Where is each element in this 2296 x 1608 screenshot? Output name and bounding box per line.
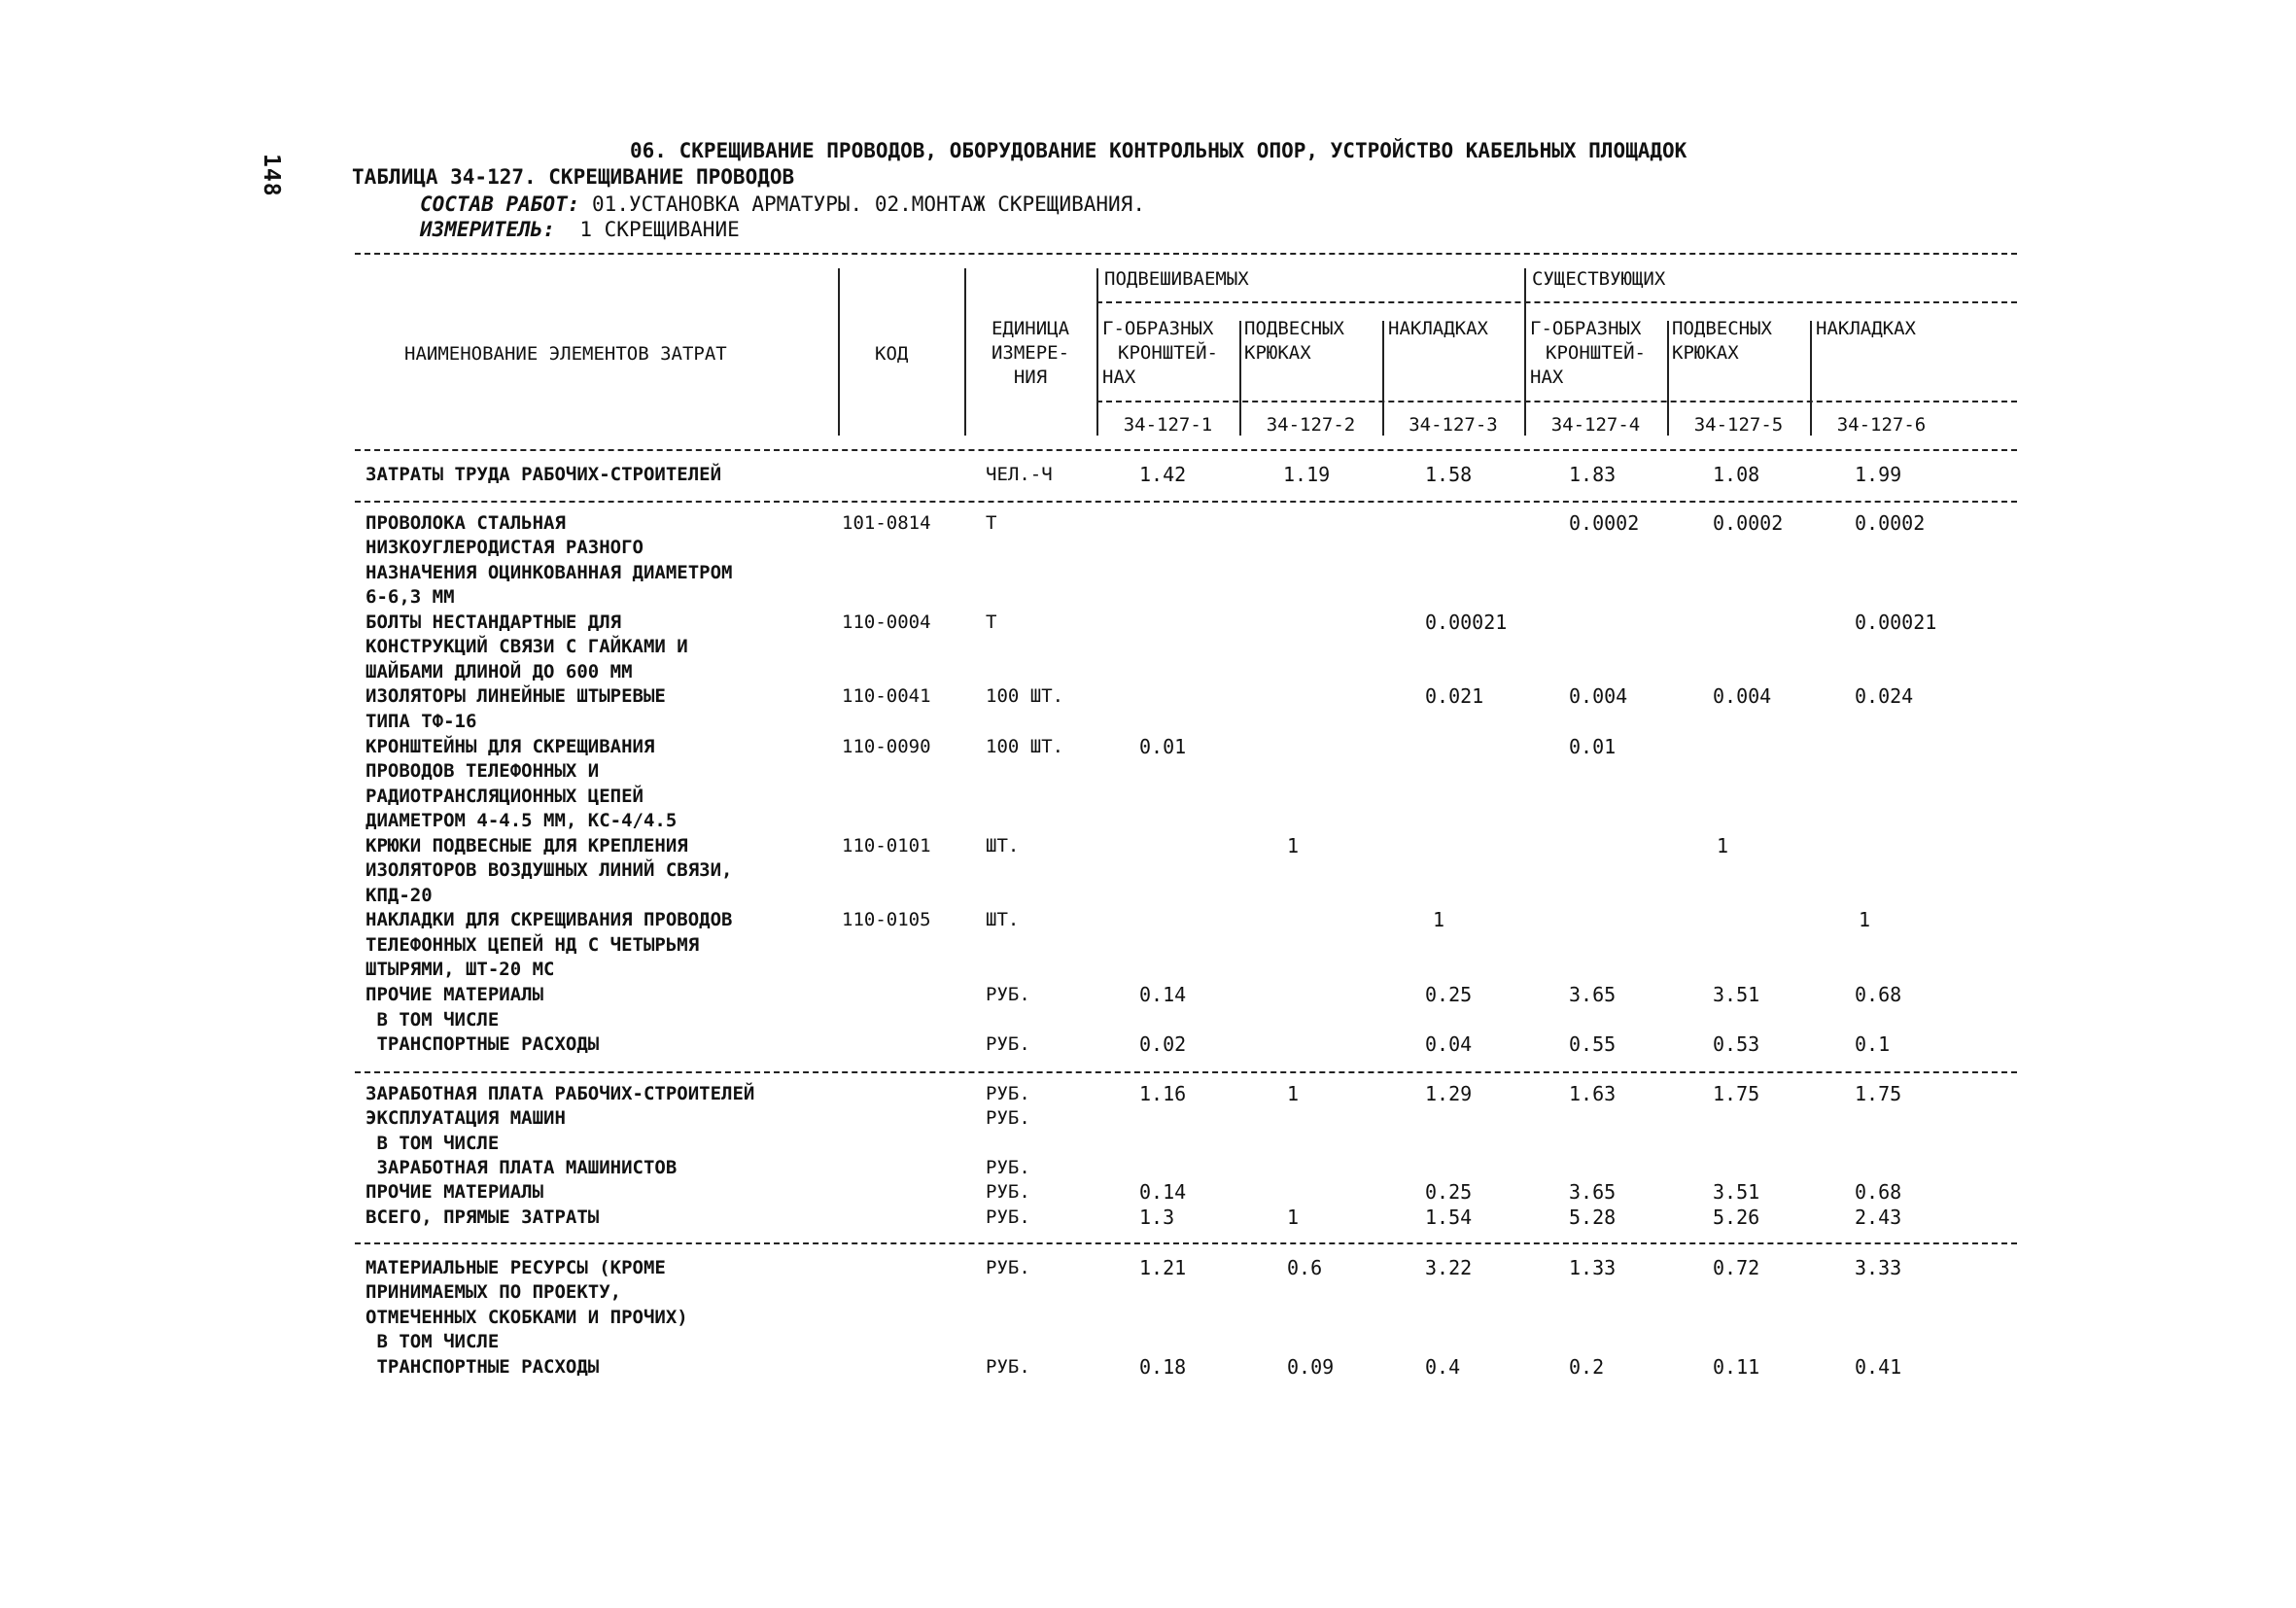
material-name: ТИПА ТФ-16: [365, 711, 477, 732]
resource-value: 0.11: [1713, 1355, 1760, 1379]
sep-col4: [1524, 268, 1526, 436]
labor-value-4: 1.83: [1569, 463, 1617, 486]
material-value: 0.02: [1139, 1032, 1187, 1056]
rule-group: [1096, 301, 2017, 303]
material-code: 110-0004: [842, 612, 931, 633]
header-code: КОД: [875, 343, 909, 365]
cost-value: 3.65: [1569, 1180, 1617, 1204]
sub-col2-1: ПОДВЕСНЫХ: [1244, 318, 1344, 339]
sub-col6-1: НАКЛАДКАХ: [1816, 318, 1916, 339]
material-value: 3.51: [1713, 983, 1760, 1006]
material-code: 110-0101: [842, 835, 931, 856]
sub-col4-1: Г-ОБРАЗНЫХ: [1530, 318, 1642, 339]
resource-value: 0.6: [1287, 1256, 1323, 1279]
material-value: 0.01: [1569, 735, 1617, 758]
material-name: 6-6,3 ММ: [365, 586, 455, 608]
material-name: НАЗНАЧЕНИЯ ОЦИНКОВАННАЯ ДИАМЕТРОМ: [365, 562, 733, 583]
resource-name: ТРАНСПОРТНЫЕ РАСХОДЫ: [365, 1356, 600, 1378]
labor-value-1: 1.42: [1139, 463, 1187, 486]
material-code: 101-0814: [842, 512, 931, 534]
rule-header-bottom: [355, 449, 2017, 451]
rule-codes: [1096, 401, 2017, 402]
rule-after-costs: [355, 1242, 2017, 1244]
material-unit: 100 ШТ.: [986, 685, 1064, 707]
labor-name: ЗАТРАТЫ ТРУДА РАБОЧИХ-СТРОИТЕЛЕЙ: [365, 464, 722, 485]
composition-text: 01.УСТАНОВКА АРМАТУРЫ. 02.МОНТАЖ СКРЕЩИВАНИЯ.: [592, 192, 1145, 216]
resource-name: МАТЕРИАЛЬНЫЕ РЕСУРСЫ (КРОМЕ: [365, 1257, 666, 1278]
material-value: 0.01: [1139, 735, 1187, 758]
material-code: 110-0041: [842, 685, 931, 707]
meter-label: ИЗМЕРИТЕЛЬ:: [420, 218, 556, 241]
material-value: 0.00021: [1425, 611, 1508, 634]
material-name: ИЗОЛЯТОРЫ ЛИНЕЙНЫЕ ШТЫРЕВЫЕ: [365, 685, 666, 707]
material-name: ПРОВОДОВ ТЕЛЕФОННЫХ И: [365, 760, 600, 782]
code-col2: 34-127-2: [1266, 414, 1356, 436]
resource-value: 0.4: [1425, 1355, 1461, 1379]
code-col5: 34-127-5: [1693, 414, 1784, 436]
material-name: НИЗКОУГЛЕРОДИСТАЯ РАЗНОГО: [365, 537, 644, 558]
sub-col1-2: КРОНШТЕЙ-: [1118, 342, 1218, 364]
cost-value: 5.28: [1569, 1206, 1617, 1229]
header-group-existing: СУЩЕСТВУЮЩИХ: [1532, 268, 1666, 290]
resource-value: 1.21: [1139, 1256, 1187, 1279]
material-value: 1: [1433, 908, 1445, 931]
resource-value: 1.33: [1569, 1256, 1617, 1279]
material-name: БОЛТЫ НЕСТАНДАРТНЫЕ ДЛЯ: [365, 612, 622, 633]
material-value: 1: [1717, 834, 1729, 857]
cost-value: 2.43: [1855, 1206, 1902, 1229]
material-value: 0.021: [1425, 684, 1484, 708]
material-code: 110-0090: [842, 736, 931, 757]
labor-value-3: 1.58: [1425, 463, 1473, 486]
material-name: ПРОЧИЕ МАТЕРИАЛЫ: [365, 984, 544, 1005]
material-value: 0.68: [1855, 983, 1902, 1006]
material-name: ТЕЛЕФОННЫХ ЦЕПЕЙ НД С ЧЕТЫРЬМЯ: [365, 934, 700, 956]
material-name: ПРОВОЛОКА СТАЛЬНАЯ: [365, 512, 566, 534]
labor-value-5: 1.08: [1713, 463, 1760, 486]
resource-value: 3.33: [1855, 1256, 1902, 1279]
sub-col1-3: НАХ: [1102, 367, 1136, 388]
material-name: В ТОМ ЧИСЛЕ: [365, 1009, 500, 1031]
material-unit: ШТ.: [986, 909, 1020, 930]
material-value: 0.53: [1713, 1032, 1760, 1056]
cost-unit: РУБ.: [986, 1206, 1030, 1228]
material-name: РАДИОТРАНСЛЯЦИОННЫХ ЦЕПЕЙ: [365, 786, 644, 807]
material-value: 0.0002: [1713, 511, 1784, 535]
cost-value: 1.29: [1425, 1082, 1473, 1105]
composition-line: [420, 192, 1145, 216]
header-name: НАИМЕНОВАНИЕ ЭЛЕМЕНТОВ ЗАТРАТ: [404, 343, 727, 365]
meter-text: 1 СКРЕЩИВАНИЕ: [579, 218, 740, 241]
material-unit: Т: [986, 512, 997, 534]
cost-value: 0.14: [1139, 1180, 1187, 1204]
code-col4: 34-127-4: [1550, 414, 1641, 436]
cost-value: 1.63: [1569, 1082, 1617, 1105]
resource-value: 0.72: [1713, 1256, 1760, 1279]
cost-name: ВСЕГО, ПРЯМЫЕ ЗАТРАТЫ: [365, 1206, 600, 1228]
material-value: 0.04: [1425, 1032, 1473, 1056]
material-name: ИЗОЛЯТОРОВ ВОЗДУШНЫХ ЛИНИЙ СВЯЗИ,: [365, 859, 733, 881]
material-value: 1: [1287, 834, 1300, 857]
sub-col1-1: Г-ОБРАЗНЫХ: [1102, 318, 1214, 339]
material-name: ДИАМЕТРОМ 4-4.5 ММ, КС-4/4.5: [365, 810, 678, 831]
rule-after-materials: [355, 1071, 2017, 1073]
cost-value: 1.75: [1713, 1082, 1760, 1105]
section-title: 06. СКРЕЩИВАНИЕ ПРОВОДОВ, ОБОРУДОВАНИЕ КОНТРОЛЬНЫХ ОПОР, УСТРОЙСТВО КАБЕЛЬНЫХ ПЛОЩАДОК: [630, 139, 1687, 162]
rule-after-labor: [355, 501, 2017, 503]
labor-value-6: 1.99: [1855, 463, 1902, 486]
material-value: 0.0002: [1855, 511, 1926, 535]
material-name: КРЮКИ ПОДВЕСНЫЕ ДЛЯ КРЕПЛЕНИЯ: [365, 835, 688, 856]
rule-top: [355, 253, 2017, 255]
cost-value: 1.16: [1139, 1082, 1187, 1105]
composition-label: СОСТАВ РАБОТ:: [420, 192, 580, 216]
labor-unit: ЧЕЛ.-Ч: [986, 464, 1053, 485]
resource-value: 0.18: [1139, 1355, 1187, 1379]
material-name: ШАЙБАМИ ДЛИНОЙ ДО 600 ММ: [365, 661, 633, 682]
material-value: 3.65: [1569, 983, 1617, 1006]
cost-value: 1.75: [1855, 1082, 1902, 1105]
cost-name: ЗАРАБОТНАЯ ПЛАТА РАБОЧИХ-СТРОИТЕЛЕЙ: [365, 1083, 755, 1104]
material-value: 0.0002: [1569, 511, 1640, 535]
sub-col5-2: КРЮКАХ: [1672, 342, 1739, 364]
sub-col4-3: НАХ: [1530, 367, 1564, 388]
table-title: ТАБЛИЦА 34-127. СКРЕЩИВАНИЕ ПРОВОДОВ: [352, 165, 795, 189]
resource-name: ОТМЕЧЕННЫХ СКОБКАМИ И ПРОЧИХ): [365, 1307, 688, 1328]
material-code: 110-0105: [842, 909, 931, 930]
cost-name: В ТОМ ЧИСЛЕ: [365, 1133, 500, 1154]
cost-unit: РУБ.: [986, 1083, 1030, 1104]
sep-col1: [1096, 268, 1098, 436]
sub-col5-1: ПОДВЕСНЫХ: [1672, 318, 1772, 339]
material-name: КОНСТРУКЦИЙ СВЯЗИ С ГАЙКАМИ И: [365, 636, 688, 657]
material-value: 0.004: [1569, 684, 1628, 708]
resource-value: 0.09: [1287, 1355, 1335, 1379]
cost-unit: РУБ.: [986, 1107, 1030, 1129]
material-value: 1: [1859, 908, 1871, 931]
material-value: 0.25: [1425, 983, 1473, 1006]
material-name: КПД-20: [365, 885, 433, 906]
material-unit: 100 ШТ.: [986, 736, 1064, 757]
material-unit: РУБ.: [986, 1033, 1030, 1055]
material-unit: РУБ.: [986, 984, 1030, 1005]
resource-value: 3.22: [1425, 1256, 1473, 1279]
cost-value: 0.68: [1855, 1180, 1902, 1204]
cost-value: 1: [1287, 1082, 1300, 1105]
material-unit: Т: [986, 612, 997, 633]
header-unit-1: ЕДИНИЦА: [991, 318, 1070, 339]
header-group-hanging: ПОДВЕШИВАЕМЫХ: [1104, 268, 1249, 290]
resource-unit: РУБ.: [986, 1257, 1030, 1278]
meter-line: [420, 218, 740, 241]
material-value: 0.55: [1569, 1032, 1617, 1056]
cost-name: ПРОЧИЕ МАТЕРИАЛЫ: [365, 1181, 544, 1203]
page-number: 148: [259, 154, 284, 197]
material-value: 0.004: [1713, 684, 1772, 708]
code-col6: 34-127-6: [1836, 414, 1927, 436]
sub-col2-2: КРЮКАХ: [1244, 342, 1311, 364]
cost-value: 3.51: [1713, 1180, 1760, 1204]
material-name: НАКЛАДКИ ДЛЯ СКРЕЩИВАНИЯ ПРОВОДОВ: [365, 909, 733, 930]
resource-value: 0.2: [1569, 1355, 1605, 1379]
material-value: 0.14: [1139, 983, 1187, 1006]
material-name: КРОНШТЕЙНЫ ДЛЯ СКРЕЩИВАНИЯ: [365, 736, 655, 757]
resource-name: ПРИНИМАЕМЫХ ПО ПРОЕКТУ,: [365, 1281, 622, 1303]
cost-value: 1.3: [1139, 1206, 1175, 1229]
sub-col3-1: НАКЛАДКАХ: [1388, 318, 1488, 339]
cost-name: ЗАРАБОТНАЯ ПЛАТА МАШИНИСТОВ: [365, 1157, 678, 1178]
labor-value-2: 1.19: [1283, 463, 1331, 486]
material-name: ШТЫРЯМИ, ШТ-20 МС: [365, 959, 555, 980]
cost-value: 1.54: [1425, 1206, 1473, 1229]
header-unit-3: НИЯ: [1013, 367, 1048, 388]
material-name: ТРАНСПОРТНЫЕ РАСХОДЫ: [365, 1033, 600, 1055]
code-col1: 34-127-1: [1123, 414, 1213, 436]
resource-name: В ТОМ ЧИСЛЕ: [365, 1331, 500, 1352]
resource-unit: РУБ.: [986, 1356, 1030, 1378]
cost-unit: РУБ.: [986, 1157, 1030, 1178]
material-value: 0.00021: [1855, 611, 1937, 634]
code-col3: 34-127-3: [1409, 414, 1498, 436]
material-value: 0.024: [1855, 684, 1914, 708]
cost-unit: РУБ.: [986, 1181, 1030, 1203]
cost-value: 5.26: [1713, 1206, 1760, 1229]
cost-value: 1: [1287, 1206, 1300, 1229]
material-unit: ШТ.: [986, 835, 1020, 856]
cost-name: ЭКСПЛУАТАЦИЯ МАШИН: [365, 1107, 566, 1129]
material-value: 0.1: [1855, 1032, 1891, 1056]
sep-code: [838, 268, 840, 436]
resource-value: 0.41: [1855, 1355, 1902, 1379]
sub-col4-2: КРОНШТЕЙ-: [1546, 342, 1646, 364]
header-unit-2: ИЗМЕРЕ-: [991, 342, 1070, 364]
cost-value: 0.25: [1425, 1180, 1473, 1204]
